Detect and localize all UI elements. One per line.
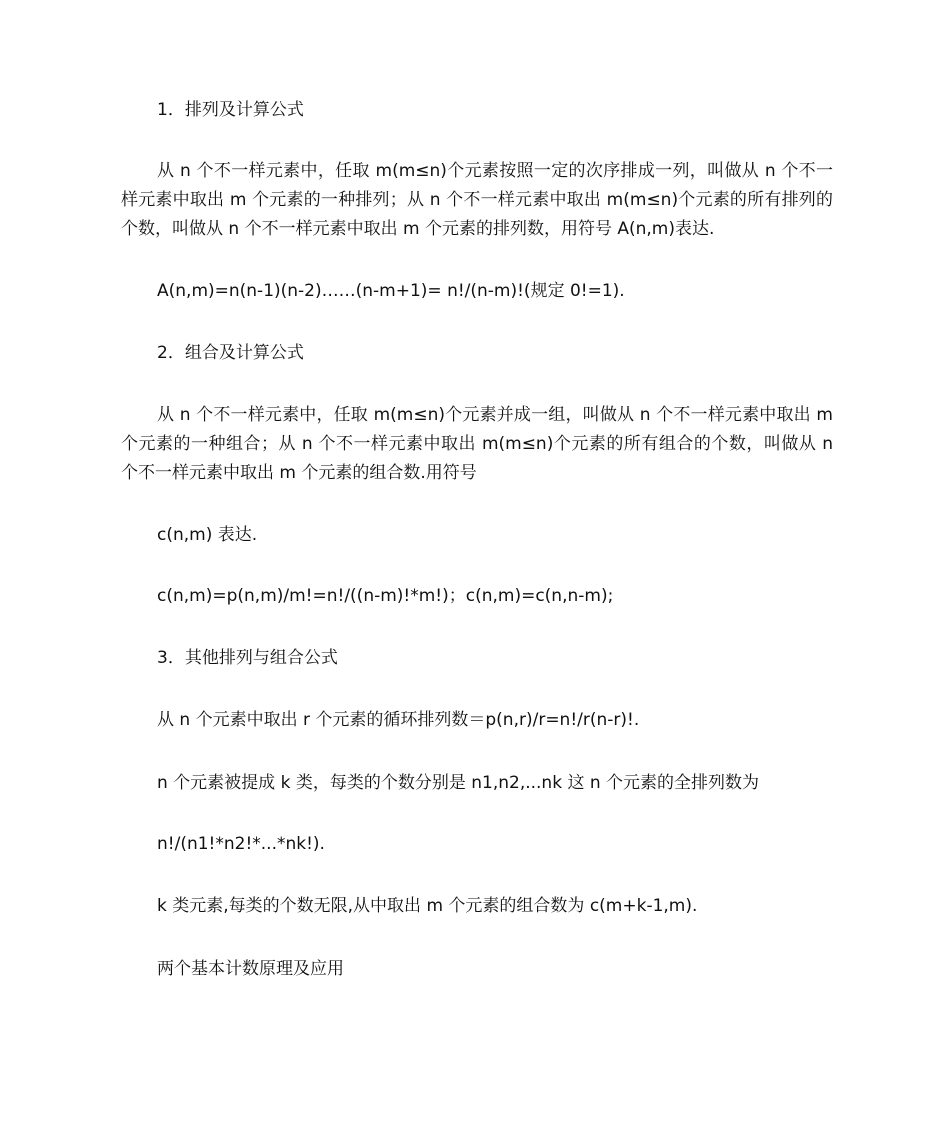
unlimited-combination-line: k 类元素,每类的个数无限,从中取出 m 个元素的组合数为 c(m+k-1,m). bbox=[157, 896, 698, 916]
combination-formula: c(n,m)=p(n,m)/m!=n!/((n-m)!*m!)；c(n,m)=c(n,n-m); bbox=[157, 586, 614, 606]
multiset-permutation-formula: n!/(n1!*n2!*...*nk!). bbox=[157, 834, 325, 854]
permutation-formula: A(n,m)=n(n-1)(n-2)……(n-m+1)= n!/(n-m)!(规定 0!=1). bbox=[157, 281, 625, 301]
section-heading-other-formulas: 3．其他排列与组合公式 bbox=[157, 648, 338, 668]
multiset-permutation-line: n 个元素被提成 k 类，每类的个数分别是 n1,n2,...nk 这 n 个元素的全排列数为 bbox=[157, 773, 760, 793]
circular-permutation-line: 从 n 个元素中取出 r 个元素的循环排列数＝p(n,r)/r=n!/r(n-r)!. bbox=[157, 710, 640, 730]
combination-definition-paragraph: 从 n 个不一样元素中，任取 m(m≤n)个元素并成一组，叫做从 n 个不一样元素中取出 m 个元素的一种组合；从 n 个不一样元素中取出 m(m≤n)个元素的所有组合的个数，叫做从 n 个不一样元素中取出 m 个元素的组合数.用符号 bbox=[121, 405, 833, 483]
section-heading-permutation: 1．排列及计算公式 bbox=[157, 100, 304, 120]
section-heading-counting-principles: 两个基本计数原理及应用 bbox=[157, 959, 344, 979]
combination-notation-line: c(n,m) 表达. bbox=[157, 525, 258, 545]
permutation-definition-paragraph: 从 n 个不一样元素中，任取 m(m≤n)个元素按照一定的次序排成一列，叫做从 n 个不一样元素中取出 m 个元素的一种排列；从 n 个不一样元素中取出 m(m≤n)个元素的所有排列的个数，叫做从 n 个不一样元素中取出 m 个元素的排列数，用符号 A(n,m)表达. bbox=[121, 161, 833, 239]
section-heading-combination: 2．组合及计算公式 bbox=[157, 343, 304, 363]
